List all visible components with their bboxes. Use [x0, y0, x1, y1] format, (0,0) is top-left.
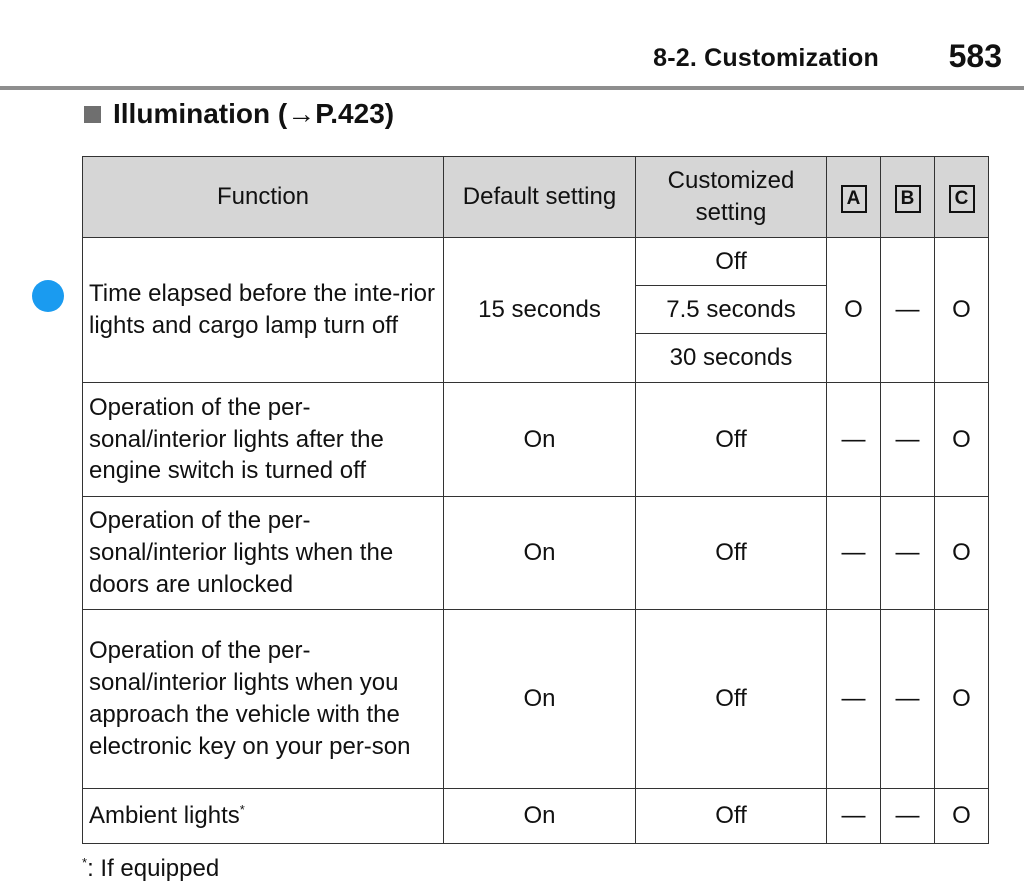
col-c-cell: O — [935, 610, 989, 789]
col-b-cell: — — [881, 497, 935, 610]
customized-cell: Off — [636, 789, 827, 844]
blue-marker-dot-icon[interactable] — [32, 280, 64, 312]
col-a-cell: O — [827, 238, 881, 383]
function-cell: Time elapsed before the inte-rior lights and cargo lamp turn off — [83, 238, 444, 383]
header-col-b — [881, 157, 935, 238]
customized-cell: Off — [636, 497, 827, 610]
footnote — [82, 855, 219, 883]
customized-option-cell: Off — [636, 238, 827, 286]
function-cell: Operation of the per-sonal/interior lights after the engine switch is turned off — [83, 383, 444, 497]
header-divider — [0, 86, 1024, 90]
col-a-badge: A — [841, 185, 867, 213]
table-header-row — [83, 157, 989, 238]
col-c-badge: C — [949, 185, 975, 213]
table-row — [83, 610, 989, 789]
header-default-setting: Default setting — [444, 157, 636, 238]
function-cell: Operation of the per-sonal/interior lights when the doors are unlocked — [83, 497, 444, 610]
col-c-cell: O — [935, 497, 989, 610]
function-cell — [83, 789, 444, 844]
default-cell: On — [444, 497, 636, 610]
header-function: Function — [83, 157, 444, 238]
square-bullet-icon — [84, 106, 101, 123]
table-row — [83, 497, 989, 610]
illumination-table — [82, 156, 989, 844]
header-col-a — [827, 157, 881, 238]
col-c-cell: O — [935, 383, 989, 497]
col-b-cell: — — [881, 238, 935, 383]
customized-cell: Off — [636, 610, 827, 789]
default-cell: On — [444, 789, 636, 844]
page-header — [0, 0, 1024, 92]
header-customized-setting: Customized setting — [636, 157, 827, 238]
footnote-mark: * — [239, 802, 245, 818]
section-title-text: Illumination (→P.423) — [113, 98, 395, 129]
customized-option-cell: 7.5 seconds — [636, 286, 827, 334]
default-cell: On — [444, 610, 636, 789]
footnote-text: : If equipped — [87, 855, 220, 882]
col-c-cell: O — [935, 238, 989, 383]
table-row — [83, 238, 989, 286]
customized-cell: Off — [636, 383, 827, 497]
col-b-badge: B — [895, 185, 921, 213]
col-b-cell: — — [881, 789, 935, 844]
table-row — [83, 789, 989, 844]
section-title — [84, 98, 394, 130]
header-col-c — [935, 157, 989, 238]
col-a-cell: — — [827, 789, 881, 844]
customized-option-cell: 30 seconds — [636, 334, 827, 383]
col-a-cell: — — [827, 383, 881, 497]
col-b-cell: — — [881, 383, 935, 497]
page-number: 583 — [948, 38, 1002, 74]
col-a-cell: — — [827, 610, 881, 789]
table-row — [83, 383, 989, 497]
col-a-cell: — — [827, 497, 881, 610]
col-c-cell: O — [935, 789, 989, 844]
default-cell: 15 seconds — [444, 238, 636, 383]
section-name: 8-2. Customization — [653, 44, 879, 72]
default-cell: On — [444, 383, 636, 497]
col-b-cell: — — [881, 610, 935, 789]
footnote-mark: * — [82, 855, 88, 870]
function-cell: Operation of the per-sonal/interior lights when you approach the vehicle with the electronic key on your per-son — [83, 610, 444, 789]
function-text: Ambient lights — [89, 802, 240, 830]
